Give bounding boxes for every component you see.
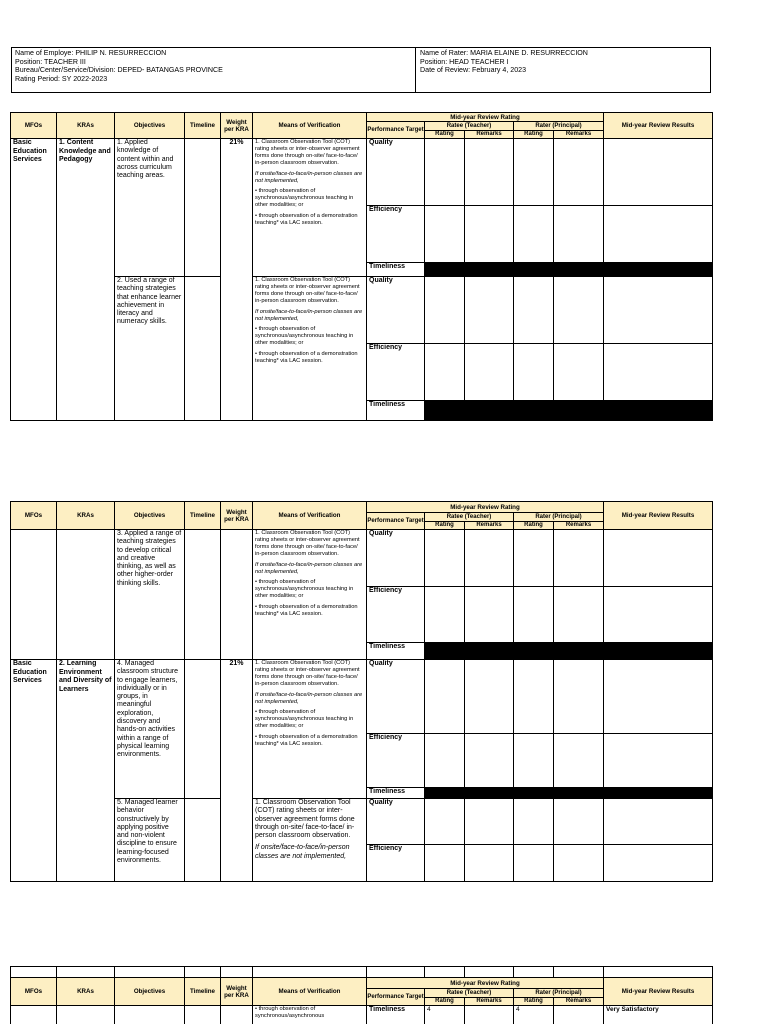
col-rater: Rater (Principal) — [514, 513, 604, 522]
col-performance-target: Performance Target — [367, 513, 425, 530]
mov-sync: • through observation of synchronous/asynchronous teaching in other modalities; or — [255, 326, 354, 347]
rating-cell — [425, 139, 465, 206]
timeline-cell — [185, 799, 221, 882]
col-objectives: Objectives — [115, 502, 185, 530]
col-weight: Weight per KRA — [221, 978, 253, 1006]
kra-cell: 2. Learning Environment and Diversity of Learners — [57, 660, 115, 882]
rater-info — [420, 49, 588, 75]
header-divider — [415, 48, 416, 92]
col-rater-rating: Rating — [514, 998, 554, 1006]
col-rater-remarks: Remarks — [554, 131, 604, 139]
col-midyear-results: Mid-year Review Results — [604, 978, 713, 1006]
employee-position: Position: TEACHER III — [15, 57, 86, 66]
col-midyear-rating: Mid-year Review Rating — [367, 113, 604, 122]
mov-note: If onsite/face-to-face/in-person classes are not implemented, — [255, 844, 350, 860]
target-efficiency: Efficiency — [367, 734, 425, 788]
mov-partial: • through observation of synchronous/asynchronous — [255, 1006, 325, 1019]
col-ratee: Ratee (Teacher) — [425, 989, 514, 998]
mov-sync: • through observation of synchronous/asynchronous teaching in other modalities; or — [255, 709, 354, 730]
weight-cell: 21% — [221, 660, 253, 882]
col-ratee-rating: Rating — [425, 522, 465, 530]
mov-demo: • through observation of a demonstration teaching* via LAC session. — [255, 351, 358, 365]
blacked-out-cell — [425, 263, 713, 277]
target-quality: Quality — [367, 799, 425, 845]
col-ratee: Ratee (Teacher) — [425, 122, 514, 131]
mov-cot: 1. Classroom Observation Tool (COT) rating sheets or inter-observer agreement forms done through on-site/ face-to-face/ in-person classroom observation. — [255, 799, 355, 840]
rater-name: Name of Rater: MARIA ELAINE D. RESURRECCION — [420, 49, 588, 57]
col-rater: Rater (Principal) — [514, 989, 604, 998]
mov-note: If onsite/face-to-face/in-person classes are not implemented, — [255, 170, 363, 184]
means-cell — [253, 1006, 367, 1024]
employee-name: Name of Employe: PHILIP N. RESURRECCION — [15, 49, 167, 57]
col-mfos: MFOs — [11, 502, 57, 530]
mov-sync: • through observation of synchronous/asynchronous teaching in other modalities; or — [255, 188, 354, 209]
review-date: Date of Review: February 4, 2023 — [420, 66, 527, 75]
mfo-cell: Basic Education Services — [11, 139, 57, 421]
employee-info — [15, 49, 223, 83]
col-means: Means of Verification — [253, 978, 367, 1006]
col-rater: Rater (Principal) — [514, 122, 604, 131]
midyear-result-value: Very Satisfactory — [604, 1006, 713, 1024]
mov-demo: • through observation of a demonstration teaching* via LAC session. — [255, 213, 358, 227]
timeline-cell — [185, 660, 221, 799]
means-cell — [253, 660, 367, 799]
timeline-cell — [185, 277, 221, 421]
target-timeliness: Timeliness — [367, 788, 425, 799]
means-cell — [253, 799, 367, 882]
blacked-out-cell — [425, 643, 713, 660]
col-weight: Weight per KRA — [221, 113, 253, 139]
target-efficiency: Efficiency — [367, 206, 425, 263]
target-timeliness: Timeliness — [367, 1006, 425, 1024]
remarks-cell — [465, 139, 514, 206]
col-ratee-remarks: Remarks — [465, 998, 514, 1006]
target-efficiency: Efficiency — [367, 344, 425, 401]
mfo-cell: Basic Education Services — [11, 660, 57, 882]
col-midyear-results: Mid-year Review Results — [604, 113, 713, 139]
target-timeliness: Timeliness — [367, 263, 425, 277]
target-timeliness: Timeliness — [367, 401, 425, 421]
col-means: Means of Verification — [253, 502, 367, 530]
col-objectives: Objectives — [115, 978, 185, 1006]
col-rater-remarks: Remarks — [554, 998, 604, 1006]
rater-rating-value: 4 — [514, 1006, 554, 1024]
col-ratee-rating: Rating — [425, 998, 465, 1006]
rating-table-2 — [10, 501, 713, 882]
mov-demo: • through observation of a demonstration teaching* via LAC session. — [255, 734, 358, 748]
result-cell — [604, 139, 713, 206]
target-quality: Quality — [367, 530, 425, 587]
timeline-cell — [185, 530, 221, 660]
timeline-cell — [185, 139, 221, 277]
col-kras: KRAs — [57, 113, 115, 139]
col-objectives: Objectives — [115, 113, 185, 139]
mov-note: If onsite/face-to-face/in-person classes are not implemented, — [255, 561, 363, 575]
means-cell — [253, 277, 367, 421]
target-timeliness: Timeliness — [367, 643, 425, 660]
means-cell — [253, 139, 367, 277]
blacked-out-cell — [425, 401, 713, 421]
col-weight: Weight per KRA — [221, 502, 253, 530]
col-mfos: MFOs — [11, 113, 57, 139]
col-rater-rating: Rating — [514, 522, 554, 530]
col-kras: KRAs — [57, 978, 115, 1006]
mov-sync: • through observation of synchronous/asynchronous teaching in other modalities; or — [255, 579, 354, 600]
target-efficiency: Efficiency — [367, 587, 425, 643]
col-ratee-rating: Rating — [425, 131, 465, 139]
rating-cell — [514, 139, 554, 206]
mov-note: If onsite/face-to-face/in-person classes are not implemented, — [255, 691, 363, 705]
target-quality: Quality — [367, 277, 425, 344]
rating-period: Rating Period: SY 2022-2023 — [15, 74, 108, 83]
col-rater-remarks: Remarks — [554, 522, 604, 530]
employee-info-header — [11, 47, 711, 93]
objective-cell: 4. Managed classroom structure to engage learners, individually or in groups, in meaningful exploration, discovery and hands-on activities within a range of physical learning environments. — [115, 660, 185, 799]
rating-table-3 — [10, 966, 713, 1024]
target-quality: Quality — [367, 660, 425, 734]
objective-cell: 2. Used a range of teaching strategies that enhance learner achievement in literacy and numeracy skills. — [115, 277, 185, 421]
col-midyear-results: Mid-year Review Results — [604, 502, 713, 530]
mfo-cell — [11, 530, 57, 660]
blacked-out-cell — [425, 788, 713, 799]
col-timeline: Timeline — [185, 978, 221, 1006]
target-efficiency: Efficiency — [367, 845, 425, 882]
kra-cell: 1. Content Knowledge and Pedagogy — [57, 139, 115, 421]
col-kras: KRAs — [57, 502, 115, 530]
mov-cot: 1. Classroom Observation Tool (COT) rating sheets or inter-observer agreement forms done through on-site/ face-to-face/ in-person classroom observation. — [255, 530, 360, 557]
col-ratee: Ratee (Teacher) — [425, 513, 514, 522]
table-3-clip — [0, 960, 768, 1024]
mov-cot: 1. Classroom Observation Tool (COT) rating sheets or inter-observer agreement forms done through on-site/ face-to-face/ in-person classroom observation. — [255, 277, 360, 304]
target-quality: Quality — [367, 139, 425, 206]
objective-cell: 3. Applied a range of teaching strategies to develop critical and creative thinking, as well as other higher-order thinking skills. — [115, 530, 185, 660]
rating-table-1 — [10, 112, 713, 421]
col-mfos: MFOs — [11, 978, 57, 1006]
col-timeline: Timeline — [185, 113, 221, 139]
employee-bureau: Bureau/Center/Service/Division: DEPED- BATANGAS PROVINCE — [15, 66, 223, 75]
col-rater-rating: Rating — [514, 131, 554, 139]
mov-demo: • through observation of a demonstration teaching* via LAC session. — [255, 604, 358, 618]
ratee-rating-value: 4 — [425, 1006, 465, 1024]
weight-cell — [221, 530, 253, 660]
col-performance-target: Performance Target — [367, 122, 425, 139]
mov-cot: 1. Classroom Observation Tool (COT) rating sheets or inter-observer agreement forms done through on-site/ face-to-face/ in-person classroom observation. — [255, 660, 360, 687]
means-cell — [253, 530, 367, 660]
objective-cell: 5. Managed learner behavior constructively by applying positive and non-violent discipline to ensure learning-focused environments. — [115, 799, 185, 882]
weight-cell: 21% — [221, 139, 253, 421]
objective-cell: 1. Applied knowledge of content within and across curriculum teaching areas. — [115, 139, 185, 277]
col-ratee-remarks: Remarks — [465, 522, 514, 530]
col-midyear-rating: Mid-year Review Rating — [367, 502, 604, 513]
kra-cell — [57, 530, 115, 660]
mov-cot: 1. Classroom Observation Tool (COT) rating sheets or inter-observer agreement forms done through on-site/ face-to-face/ in-person classroom observation. — [255, 139, 360, 166]
col-performance-target: Performance Target — [367, 989, 425, 1006]
col-ratee-remarks: Remarks — [465, 131, 514, 139]
rater-position: Position: HEAD TEACHER I — [420, 57, 509, 66]
remarks-cell — [554, 139, 604, 206]
col-timeline: Timeline — [185, 502, 221, 530]
mov-note: If onsite/face-to-face/in-person classes are not implemented, — [255, 308, 363, 322]
col-midyear-rating: Mid-year Review Rating — [367, 978, 604, 989]
col-means: Means of Verification — [253, 113, 367, 139]
